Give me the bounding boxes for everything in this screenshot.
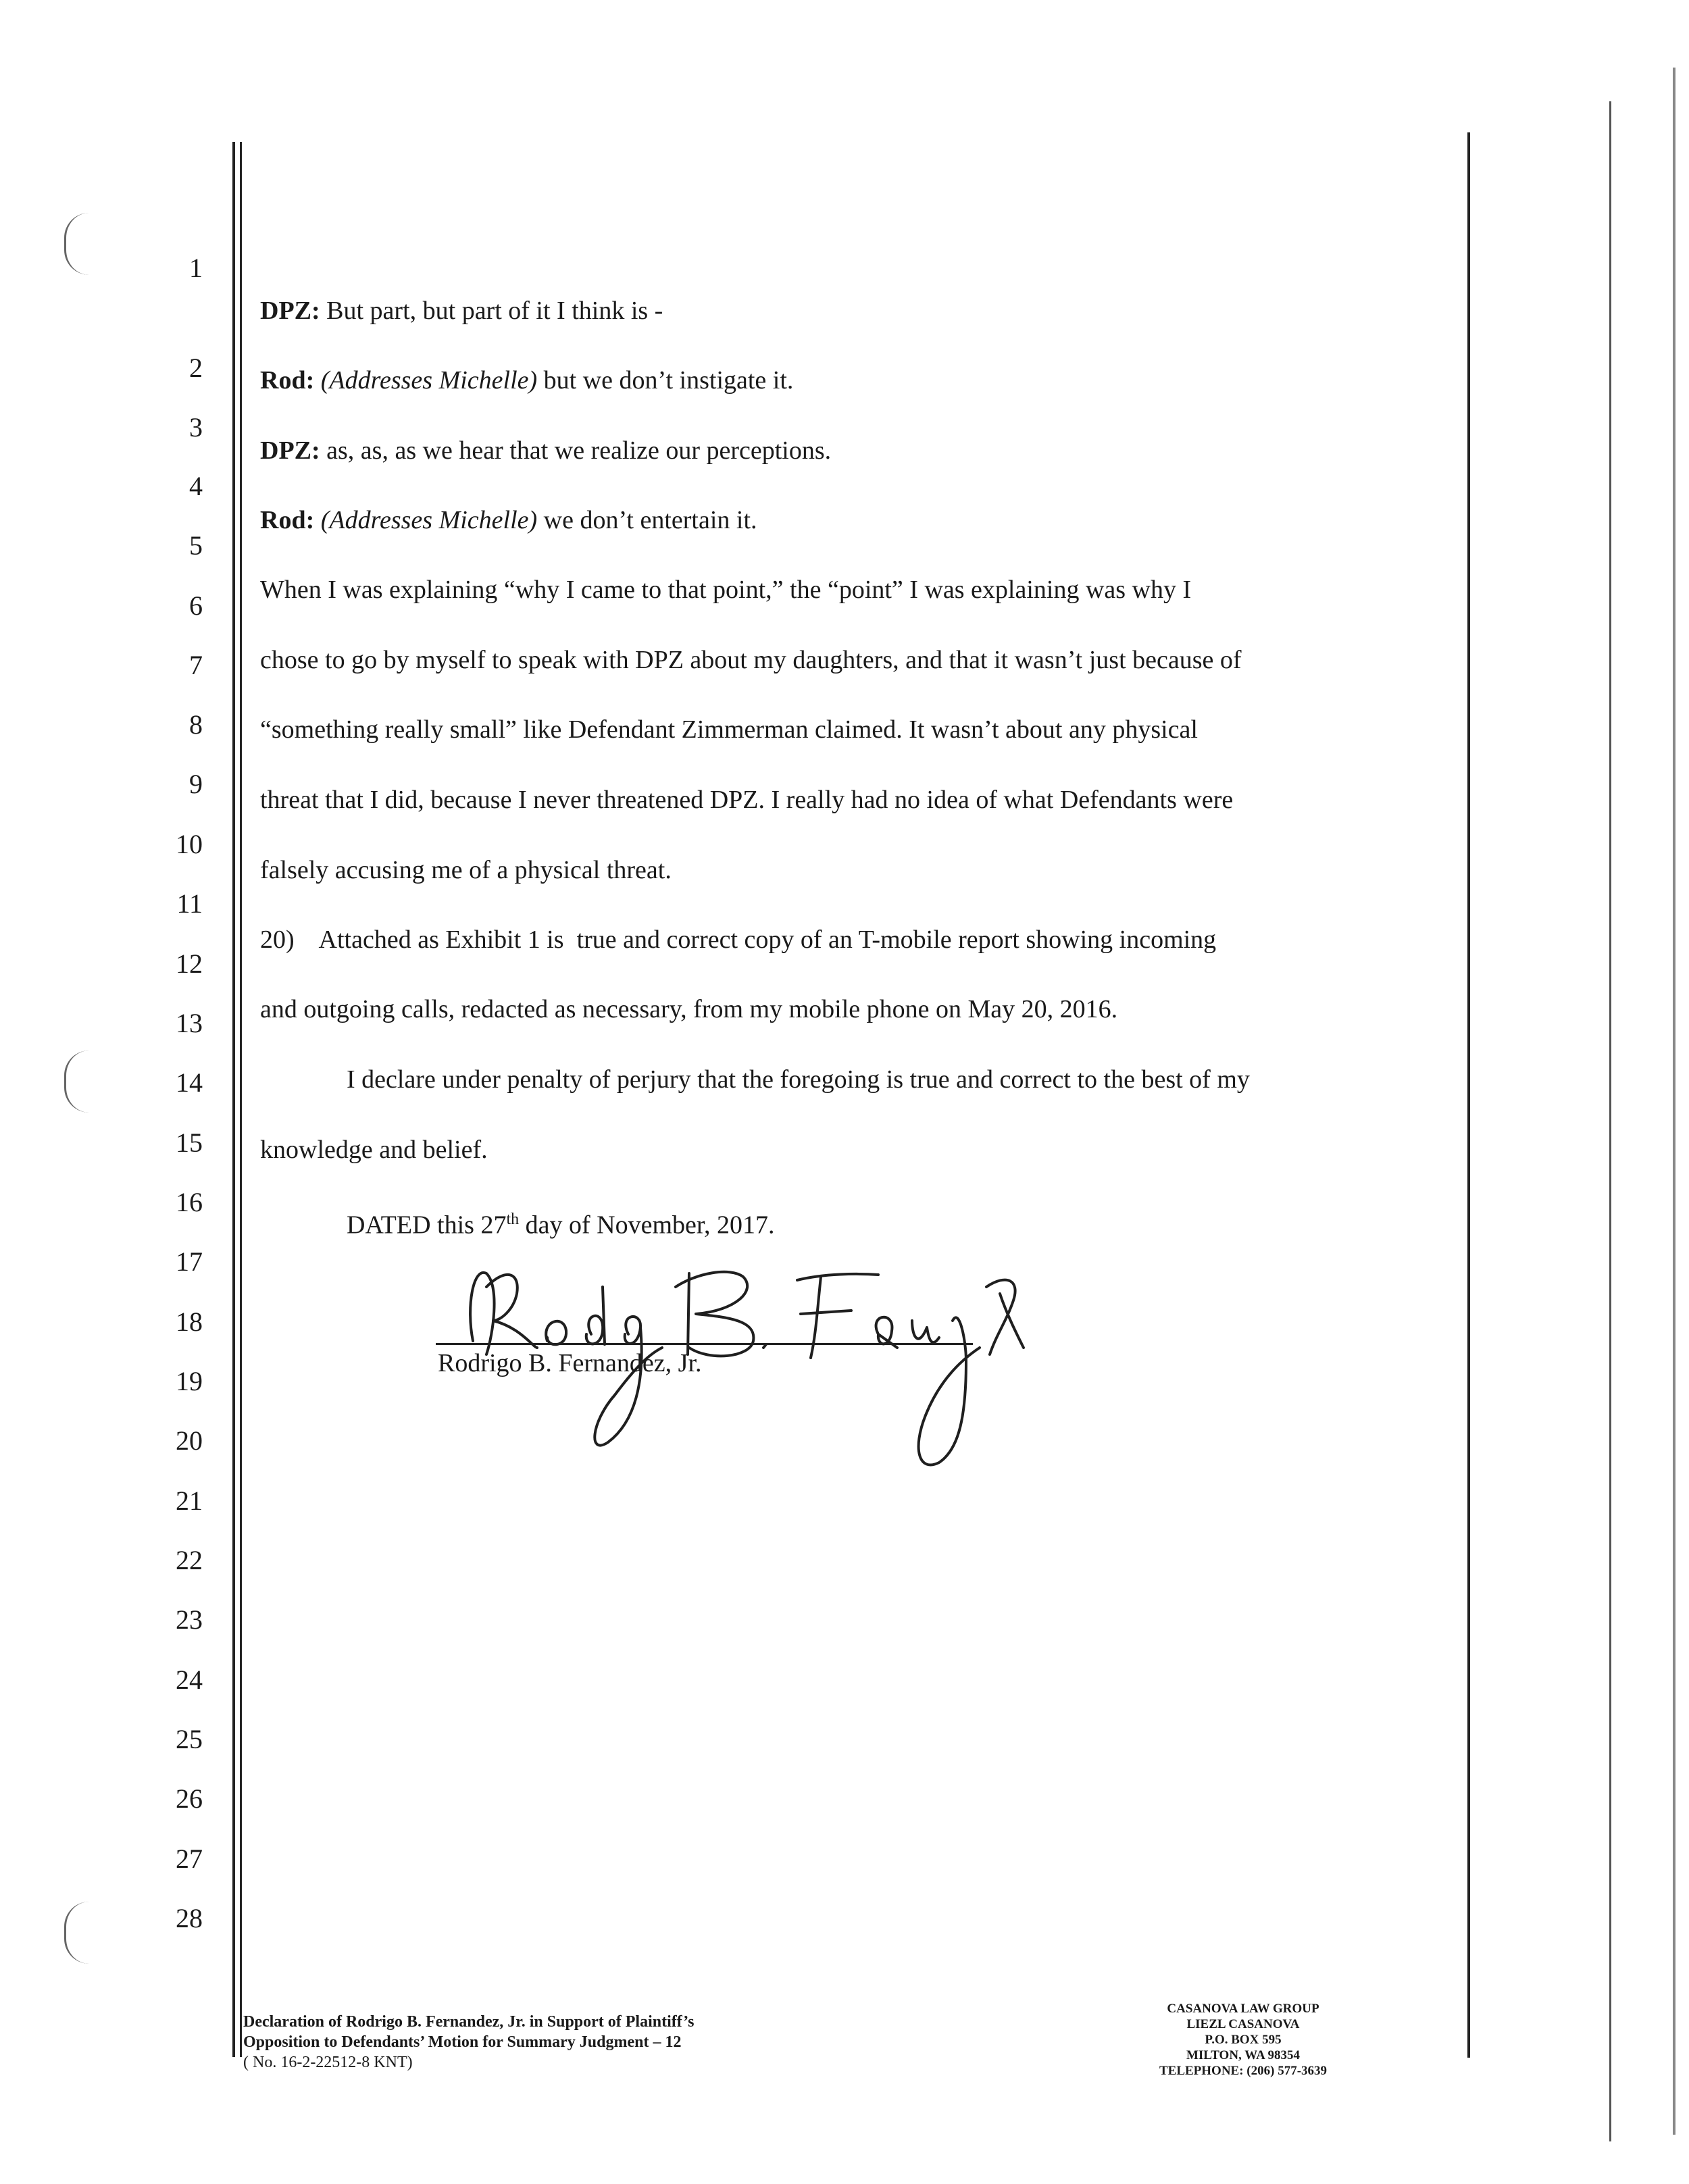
dated-line <box>347 1204 775 1240</box>
body-line: I declare under penalty of perjury that the foregoing is true and correct to the best of my <box>347 1065 1250 1094</box>
transcript-text: but we don’t instigate it. <box>537 366 794 395</box>
speaker-label: Rod: <box>260 366 315 395</box>
line-number: 19 <box>176 1366 203 1396</box>
line-number: 5 <box>189 530 203 561</box>
line-number: 28 <box>176 1903 203 1933</box>
line-number: 13 <box>176 1008 203 1038</box>
line-number: 12 <box>176 948 203 979</box>
transcript-line <box>260 365 793 395</box>
speaker-label: DPZ: <box>260 297 320 325</box>
line-number: 6 <box>189 590 203 621</box>
line-number: 15 <box>176 1127 203 1158</box>
transcript-line <box>260 505 757 535</box>
signer-name: Rodrigo B. Fernandez, Jr. <box>438 1349 702 1377</box>
line-number: 23 <box>176 1604 203 1635</box>
dated-text: DATED this 27 <box>347 1211 507 1240</box>
line-number: 4 <box>189 471 203 501</box>
right-margin-rule <box>1467 132 1470 2058</box>
line-number: 16 <box>176 1187 203 1217</box>
body-line: and outgoing calls, redacted as necessary, from my mobile phone on May 20, 2016. <box>260 995 1118 1023</box>
line-number: 20 <box>176 1425 203 1456</box>
stage-direction: (Addresses Michelle) <box>320 366 538 395</box>
stage-direction: (Addresses Michelle) <box>320 506 538 534</box>
law-firm-line: P.O. BOX 595 <box>1205 2033 1282 2047</box>
transcript-text: But part, but part of it I think is - <box>320 297 663 325</box>
line-number: 25 <box>176 1724 203 1754</box>
line-number: 17 <box>176 1246 203 1277</box>
line-number: 18 <box>176 1306 203 1337</box>
left-margin-rule <box>232 142 235 2057</box>
left-margin-rule-inner <box>240 142 242 2057</box>
line-number: 7 <box>189 650 203 680</box>
transcript-text: we don’t entertain it. <box>537 506 757 534</box>
transcript-text: as, as, as we hear that we realize our perceptions. <box>320 436 832 465</box>
line-number: 14 <box>176 1067 203 1098</box>
line-number: 2 <box>189 353 203 383</box>
dated-text: day of November, 2017. <box>519 1211 775 1240</box>
law-firm-line: LIEZL CASANOVA <box>1186 2017 1300 2031</box>
body-line: “something really small” like Defendant Zimmerman claimed. It wasn’t about any physical <box>260 715 1198 744</box>
line-number: 24 <box>176 1665 203 1695</box>
speaker-label: Rod: <box>260 506 315 534</box>
line-number: 1 <box>189 253 203 283</box>
line-number: 11 <box>176 888 203 919</box>
line-number: 8 <box>189 709 203 740</box>
line-number: 10 <box>176 829 203 859</box>
line-number: 9 <box>189 769 203 799</box>
scan-edge-line-outer <box>1673 68 1675 2135</box>
law-firm-line: MILTON, WA 98354 <box>1186 2048 1301 2062</box>
line-number: 27 <box>176 1844 203 1874</box>
body-line: chose to go by myself to speak with DPZ about my daughters, and that it wasn’t just because of <box>260 646 1242 674</box>
law-firm-line: TELEPHONE: (206) 577-3639 <box>1159 2064 1328 2078</box>
line-number: 22 <box>176 1545 203 1575</box>
footer-caption-line: ( No. 16-2-22512-8 KNT) <box>243 2054 413 2071</box>
body-line: 20) Attached as Exhibit 1 is true and correct copy of an T-mobile report showing incoming <box>260 925 1217 954</box>
footer-caption-line: Declaration of Rodrigo B. Fernandez, Jr. in Support of Plaintiff’s <box>243 2013 695 2031</box>
signature-line <box>436 1343 973 1345</box>
scan-hole-mark <box>64 1902 89 1964</box>
law-firm-block <box>1081 2001 1405 2079</box>
footer-caption <box>243 2012 695 2073</box>
transcript-line <box>260 296 663 326</box>
scan-edge-line <box>1609 101 1611 2141</box>
scan-hole-mark <box>64 1050 89 1113</box>
body-line: knowledge and belief. <box>260 1136 488 1164</box>
line-number: 3 <box>189 412 203 442</box>
body-line: falsely accusing me of a physical threat. <box>260 856 672 884</box>
line-number: 21 <box>176 1485 203 1516</box>
law-firm-line: CASANOVA LAW GROUP <box>1167 2002 1319 2016</box>
scan-hole-mark <box>64 213 89 275</box>
footer-caption-line: Opposition to Defendants’ Motion for Summary Judgment – 12 <box>243 2033 682 2051</box>
line-number: 26 <box>176 1783 203 1814</box>
body-line: threat that I did, because I never threatened DPZ. I really had no idea of what Defendants were <box>260 786 1234 814</box>
speaker-label: DPZ: <box>260 436 320 465</box>
ordinal-suffix: th <box>506 1211 520 1228</box>
body-line: When I was explaining “why I came to that point,” the “point” I was explaining was why I <box>260 576 1192 604</box>
transcript-line <box>260 436 831 465</box>
